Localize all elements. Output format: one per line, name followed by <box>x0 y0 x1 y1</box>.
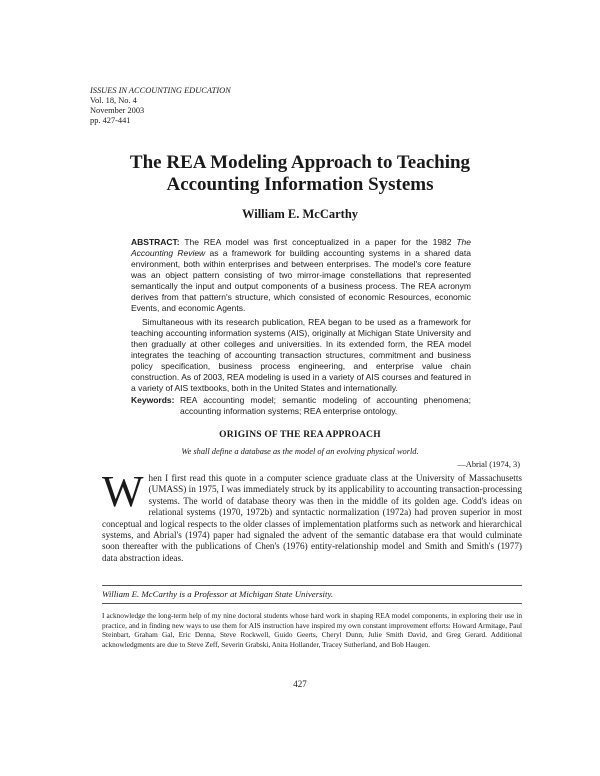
abstract-label: ABSTRACT: <box>131 237 180 247</box>
section-heading: ORIGINS OF THE REA APPROACH <box>219 430 381 440</box>
acknowledgment: I acknowledge the long-term help of my nine doctoral students whose hard work in shaping REA model components, in exploring their use in practice, and in finding new ways to use them for AIS instruction have inspired my own constant improvement efforts: Howard Armitage, Paul Steinbart, Graham Gal, Eric Denna, Steve Rockwell, Guido Geerts, Cheryl Dunn, Julie Smith David, and Greg Gerard. Additional acknowledgments are due to Steve Zeff, Severin Grabski, Anita Hollander, Tracey Sutherland, and Bob Haugen. <box>102 611 522 649</box>
article-title <box>60 152 540 196</box>
journal-name: ISSUES IN ACCOUNTING EDUCATION <box>90 86 231 95</box>
body-paragraph <box>102 467 522 564</box>
author-affiliation: William E. McCarthy is a Professor at Michigan State University. <box>102 589 334 599</box>
journal-header <box>90 86 231 126</box>
abstract-text-a: The REA model was first conceptualized in a paper for the 1982 <box>179 237 457 247</box>
abstract-paragraph-1 <box>131 237 471 314</box>
footer-divider <box>102 585 522 586</box>
page-number: 427 <box>293 679 307 689</box>
title-line-1: The REA Modeling Approach to Teaching <box>129 152 471 173</box>
keywords <box>131 395 471 417</box>
abstract-text-b: as a framework for building accounting systems in a shared data environment, both within enterprises and between enterprises. The model's core feature was an object pattern consisting of two mirror-image constellations that represented semantically the input and output components of a business process. The REA acronym derives from that pattern's structure, which consisted of economic Resources, economic Events, and economic Agents. <box>131 248 471 313</box>
keywords-label: Keywords: <box>131 395 175 405</box>
author-name: William E. McCarthy <box>241 207 359 221</box>
drop-cap: W <box>102 467 144 516</box>
footer-divider-2 <box>102 603 522 604</box>
epigraph-quote: We shall define a database as the model of an evolving physical world. <box>181 447 419 456</box>
title-line-2: Accounting Information Systems <box>166 174 434 195</box>
keywords-text: REA accounting model; semantic modeling of accounting phenomena; accounting information systems; REA enterprise ontology. <box>180 395 471 416</box>
body-paragraph-text: hen I first read this quote in a computer science graduate class at the University of Massachusetts (UMASS) in 1975, I was immediately struck by its applicability to accounting transaction-processing systems. The world of database theory was then in the middle of its golden age. Codd's ideas on relational systems (1970, 1972b) and syntactic normalization (1972a) had proven superior in most conceptual and logical respects to the older classes of implementation platforms such as network and hierarchical systems, and Abrial's (1974) paper had signaled the advent of the semantic database era that would culminate soon thereafter with the publications of Chen's (1976) entity-relationship model and Smith and Smith's (1977) data abstraction ideas. <box>102 473 522 563</box>
journal-pages: pp. 427-441 <box>90 116 131 125</box>
body-text <box>102 467 522 564</box>
abstract-paragraph-2: Simultaneous with its research publication, REA began to be used as a framework for teaching accounting information systems (AIS), originally at Michigan State University and then gradually at other colleges and universities. In its extended form, the REA model integrates the teaching of accounting transaction structures, commitment and business policy specification, business process engineering, and enterprise value chain construction. As of 2003, REA modeling is used in a variety of AIS courses and featured in a variety of AIS textbooks, both in the United States and internationally. <box>131 317 471 393</box>
abstract-journal-ref: The Accounting Review <box>131 237 471 258</box>
epigraph-attribution: —Abrial (1974, 3) <box>457 460 520 469</box>
abstract <box>131 237 471 394</box>
journal-date: November 2003 <box>90 106 145 115</box>
journal-volume: Vol. 18, No. 4 <box>90 96 137 105</box>
